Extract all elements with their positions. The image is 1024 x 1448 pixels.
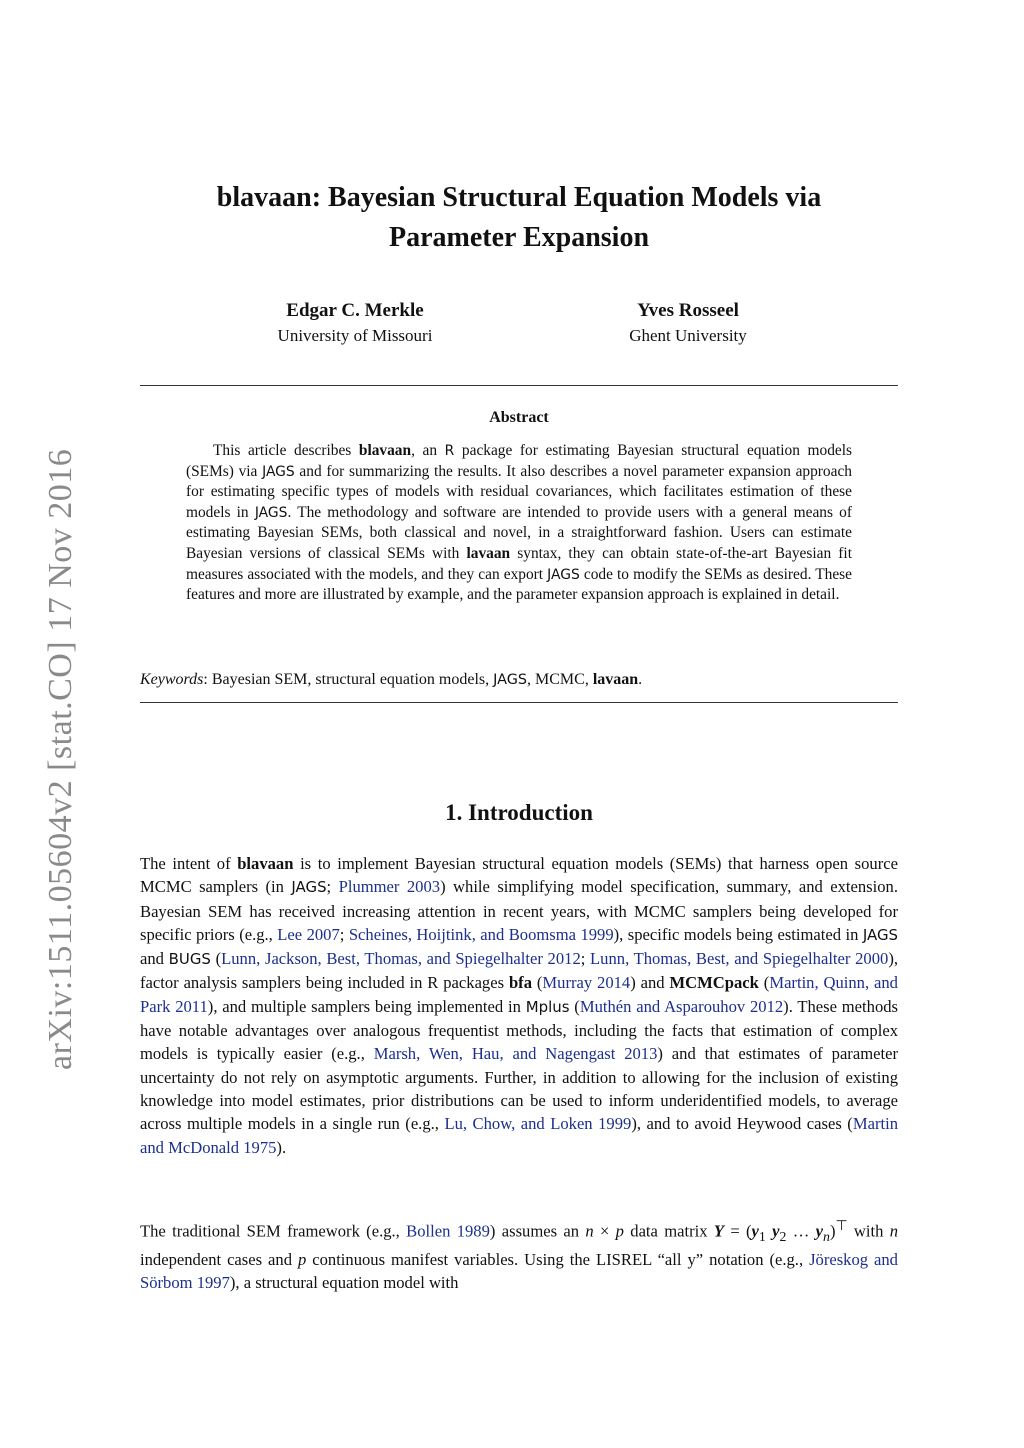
bottom-divider (140, 702, 898, 703)
package-name: bfa (508, 973, 532, 993)
body-text-segment: independent cases and (140, 1250, 298, 1270)
citation-link[interactable]: Marsh, Wen, Hau, and Nagengast 2013 (373, 1044, 658, 1064)
package-name: MCMCpack (669, 973, 759, 993)
body-text-segment: ), and to avoid Heywood cases ( (631, 1114, 853, 1134)
math-symbol: ) (829, 1221, 836, 1241)
software-name: JAGS (254, 504, 288, 521)
body-text-segment: ) and (630, 973, 670, 993)
abstract-heading: Abstract (489, 409, 549, 426)
title-line-1: blavaan: Bayesian Structural Equation Models via (216, 182, 822, 213)
keywords-label: Keywords (140, 671, 204, 688)
math-subscript: n (823, 1228, 830, 1244)
body-text-segment: data matrix (623, 1221, 714, 1241)
package-name: blavaan (237, 854, 294, 873)
keywords-text: , MCMC, (527, 671, 593, 688)
body-text-segment: continuous manifest variables. Using the LISREL “all y” notation (e.g., (306, 1250, 810, 1270)
keywords-text: Bayesian SEM, structural equation models, (211, 671, 494, 688)
software-name: BUGS (168, 950, 211, 969)
software-name: JAGS (493, 672, 528, 688)
math-symbol: n (889, 1221, 898, 1241)
body-text-segment: ; (326, 877, 339, 897)
citation-link[interactable]: Muthén and Asparouhov 2012 (579, 996, 784, 1016)
body-text-segment: ( (569, 996, 580, 1016)
software-name: JAGS (862, 925, 899, 944)
body-text-segment: ( (532, 973, 543, 993)
keywords-line (140, 669, 898, 691)
body-text-segment: ( (210, 949, 222, 969)
body-text-segment: ; (339, 924, 349, 944)
abstract-text-segment: code to modify the SEMs as desired. These features and more are illustrated by example, and the parameter expansion approach is explained in detail. (186, 565, 852, 604)
abstract-text (186, 441, 852, 606)
author-name: Edgar C. Merkle (286, 300, 424, 321)
package-name: lavaan (466, 544, 511, 562)
citation-link[interactable]: Bollen 1989 (406, 1221, 490, 1241)
math-superscript: ⊤ (835, 1218, 848, 1233)
math-symbol: Y (713, 1221, 724, 1241)
author-name: Yves Rosseel (637, 300, 739, 321)
citation-link[interactable]: Martin and McDonald 1975 (140, 1114, 898, 1157)
keywords-text: : (203, 671, 212, 688)
abstract-text-segment: . The methodology and software are intended to provide users with a general means of estimating Bayesian SEMs, both classical and novel, in a straightforward fashion. Users can estimate Bayesian versions of classical SEMs with (186, 503, 852, 562)
math-symbol: y (765, 1221, 780, 1241)
title-line-2: Parameter Expansion (388, 222, 650, 253)
citation-link[interactable]: Jöreskog and Sörbom 1997 (140, 1250, 898, 1293)
math-symbol: × (593, 1221, 616, 1241)
citation-link[interactable]: Lu, Chow, and Loken 1999 (444, 1114, 632, 1134)
body-text-segment: ) and that estimates of parameter uncertainty do not rely on asymptotic arguments. Further, in addition to allowing for the inclusion of existing knowledge into model estimates, prior distributions can be used to inform underidentified models, to average across multiple models in a single run (e.g., (140, 1044, 898, 1134)
abstract-text-segment: , an (411, 442, 445, 459)
abstract-text-segment: and for summarizing the results. It also describes a novel parameter expansion approach for estimating specific types of models with residual covariances, which facilitates estimation of these models in (186, 462, 852, 521)
software-name: JAGS (547, 566, 580, 583)
abstract-text-segment: syntax, they can obtain state-of-the-art Bayesian fit measures associated with the models, and they can export (186, 544, 852, 583)
top-divider (140, 385, 898, 386)
author-affiliation: Ghent University (629, 326, 747, 345)
math-symbol: y (751, 1221, 759, 1241)
software-name: JAGS (262, 463, 295, 480)
math-symbol: ( (739, 1221, 752, 1241)
package-name: blavaan (358, 442, 412, 459)
body-text-segment: with (847, 1221, 890, 1241)
body-text-segment: ). These methods have notable advantages over analogous frequentist methods, including the facts that estimation of complex models is typically easier (e.g., (140, 996, 898, 1064)
body-text-segment: ), specific models being estimated in (613, 924, 863, 944)
body-text-segment: ). (276, 1137, 287, 1157)
body-text-segment: is to implement Bayesian structural equation models (SEMs) that harness open source MCMC samplers (in (140, 854, 898, 897)
math-subscript: 2 (779, 1228, 787, 1244)
body-text-segment: and (140, 949, 169, 969)
math-symbol: = (724, 1221, 740, 1241)
citation-link[interactable]: Scheines, Hoijtink, and Boomsma 1999 (348, 924, 614, 944)
package-name: lavaan (592, 671, 639, 688)
body-text-segment: ), a structural equation model with (229, 1273, 459, 1293)
abstract-text-segment: This article describes (213, 442, 359, 459)
intro-paragraph-1 (140, 852, 898, 1159)
keywords-text: . (638, 671, 643, 688)
author-block-1 (205, 298, 505, 348)
intro-paragraph-2 (140, 1214, 898, 1295)
body-text-segment: ) while simplifying model specification, summary, and extension. Bayesian SEM has received increasing attention in recent years, with MCMC samplers being developed for specific priors (e.g., (140, 877, 898, 944)
citation-link[interactable]: Murray 2014 (542, 973, 631, 993)
software-name: R (444, 443, 455, 459)
citation-link[interactable]: Lunn, Thomas, Best, and Spiegelhalter 2000 (590, 949, 889, 969)
paper-title (140, 178, 898, 258)
body-text-segment: ), factor analysis samplers being included in R packages (140, 949, 898, 993)
citation-link[interactable]: Martin, Quinn, and Park 2011 (140, 973, 898, 1016)
citation-link[interactable]: Plummer 2003 (338, 877, 441, 897)
math-symbol: y (815, 1221, 824, 1241)
body-text-segment: The traditional SEM framework (e.g., (140, 1221, 407, 1241)
arxiv-identifier: arXiv:1511.05604v2 [stat.CO] 17 Nov 2016 (42, 448, 79, 1070)
citation-link[interactable]: Lunn, Jackson, Best, Thomas, and Spiegelhalter 2012 (221, 949, 581, 969)
body-text-segment: The intent of (140, 854, 238, 873)
math-symbol: p (615, 1221, 624, 1241)
body-text-segment: ), and multiple samplers being implemented in (207, 996, 526, 1016)
math-symbol: p (297, 1250, 307, 1270)
author-block-2 (538, 298, 838, 348)
math-symbol: n (585, 1221, 594, 1241)
math-symbol: … (786, 1221, 816, 1241)
section-heading: 1. Introduction (445, 800, 593, 825)
software-name: JAGS (291, 878, 327, 897)
abstract-text-segment: package for estimating Bayesian structural equation models (SEMs) via (186, 442, 852, 480)
body-text-segment: ( (758, 973, 770, 993)
body-text-segment: ; (580, 949, 591, 969)
citation-link[interactable]: Lee 2007 (277, 924, 340, 944)
body-text-segment: ) assumes an (489, 1221, 586, 1241)
author-affiliation: University of Missouri (277, 326, 433, 345)
math-subscript: 1 (758, 1228, 766, 1244)
software-name: Mplus (525, 997, 570, 1016)
